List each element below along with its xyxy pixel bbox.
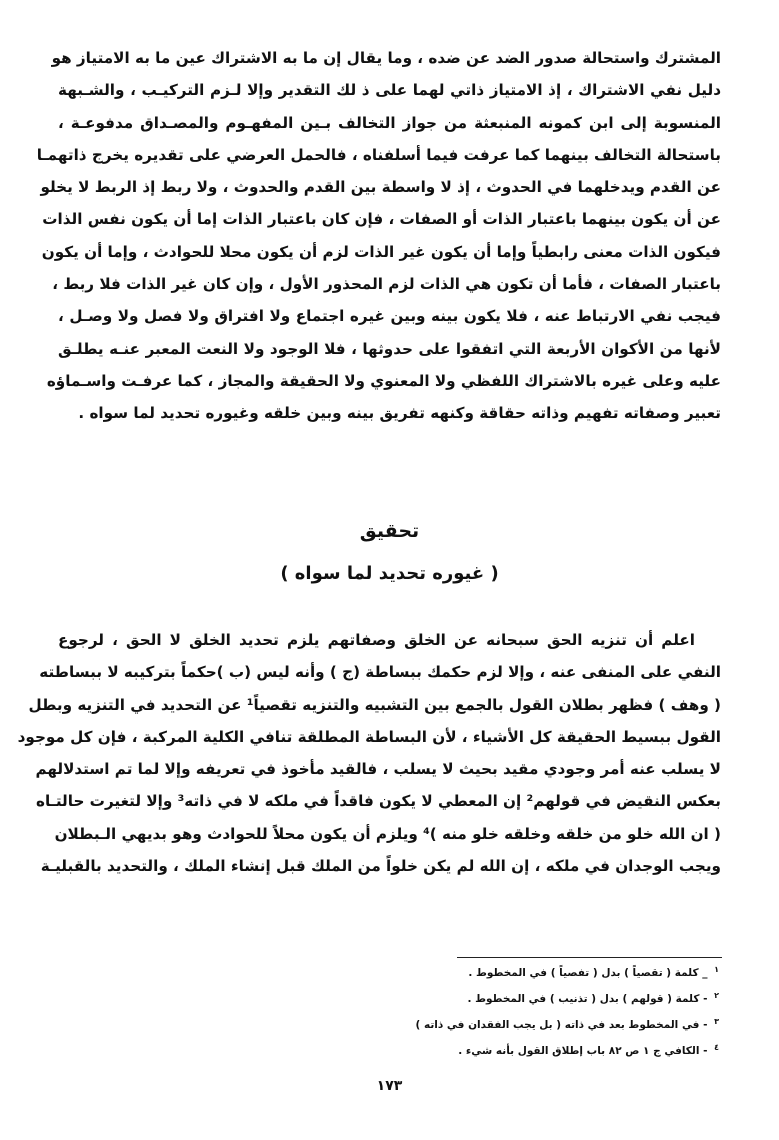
text-line: القول ببسيط الحقيقة كل الأشياء ، لأن البساطة المطلقة تنافي الكلية المركبة ، فإن كل موجود <box>17 727 721 746</box>
text-line: اعلم أن تنزيه الحق سبحانه عن الخلق وصفاتهم يلزم تحديد الخلق لا الحق ، لرجوع <box>58 631 695 649</box>
text-line: بعكس النقيض في قولهم² إن المعطي لا يكون فاقداً في ملكه لا في ذاته³ وإلا لتغيرت حالتـاه <box>35 792 721 811</box>
text-line: لا يسلب عنه أمر وجودي مقيد بحيث لا يسلب ، فالقيد مأخوذ في تعريفه وإلا لما تم استدلالهم <box>35 760 721 779</box>
section-subheading: ( غيوره تحديد لما سواه ) <box>280 563 499 584</box>
footnote-item <box>389 960 719 986</box>
text-line: باستحالة التخالف بينهما كما عرفت فيما أسلفناه ، فالحمل العرضي على تقديره يخرج ذاتهمـا <box>36 145 721 164</box>
footnotes <box>389 960 719 1064</box>
footnote-number: ٤ <box>714 1042 719 1052</box>
footnote-text: _ كلمة ( تقصياً ) بدل ( تفصياً ) في المخطوط . <box>468 967 708 979</box>
footnote-divider <box>457 957 722 958</box>
text-line: عليه وعلى غيره بالاشتراك اللفظي ولا المعنوي ولا الحقيقة والمجاز ، كما عرفـت واسـماؤه <box>46 371 721 390</box>
text-line: باعتبار الصفات ، فأما أن تكون هي الذات لزم المحذور الأول ، وإن كان غير الذات فلا ربط ، <box>52 275 721 294</box>
text-line: تعبير وصفاته تفهيم وذاته حقاقة وكنهه تفريق بينه وبين خلقه وغيوره تحديد لما سواه . <box>78 404 721 423</box>
text-line: عن أن يكون بينهما باعتبار الذات أو الصفات ، فإن كان باعتبار الذات إما أن يكون نفس الذات <box>42 210 721 229</box>
text-line: ( ان الله خلو من خلقه وخلقه خلو منه )⁴ ويلزم أن يكون محلاً للحوادث وهو بديهي الـبطلان <box>54 824 721 843</box>
footnote-text: - الكافي ج ١ ص ٨٢ باب إطلاق القول بأنه شيء . <box>458 1045 708 1057</box>
paragraph-1 <box>36 42 721 430</box>
text-line: ويجب الوجدان في ملكه ، إن الله لم يكن خلواً من الملك قبل إنشاء الملك ، والتحديد بالقبليـة <box>40 857 721 876</box>
footnote-item <box>389 1038 719 1064</box>
paragraph-2 <box>17 624 721 882</box>
text-line: فيكون الذات معنى رابطياً وإما أن يكون غير الذات لزم أن يكون محلا للحوادث ، وإما أن يكون <box>41 242 721 261</box>
footnote-number: ٣ <box>714 1016 719 1026</box>
text-line: دليل نفي الاشتراك ، إذ الامتياز ذاتي لهما على ذ لك التقدير وإلا لـزم التركيـب ، والشـبهة <box>58 81 721 100</box>
page-number: ١٧٣ <box>376 1078 403 1094</box>
footnote-number: ١ <box>714 964 719 974</box>
footnote-number: ٢ <box>714 990 719 1000</box>
text-line: النفي على المنفى عنه ، وإلا لزم حكمك ببساطة (ج ) وأنه ليس (ب )حكماً بتركيبه لا ببساطته <box>39 663 721 682</box>
section-heading: تحقيق <box>359 520 420 542</box>
text-line: لأنها من الأكوان الأربعة التي اتفقوا على حدوثها ، فلا الوجود ولا النعت المعبر عنـه يطلـق <box>58 339 721 358</box>
footnote-item <box>389 1012 719 1038</box>
text-line: المشترك واستحالة صدور الضد عن ضده ، وما يقال إن ما به الاشتراك عين ما به الامتياز هو <box>51 49 721 67</box>
text-line: المنسوبة إلى ابن كمونه المنبعثة من جواز التخالف بـين المفهـوم والمصـداق مدفوعـة ، <box>58 113 721 132</box>
footnote-item <box>389 986 719 1012</box>
text-line: فيجب نفي الارتباط عنه ، فلا يكون بينه وبين غيره اجتماع ولا افتراق ولا فصل ولا وصـل ، <box>58 307 721 326</box>
text-line: عن القدم ويدخلهما في الحدوث ، إذ لا واسطة بين القدم والحدوث ، ولا ربط إذ الربط لا يخلو <box>40 178 721 197</box>
text-line: ( وهف ) فظهر بطلان القول بالجمع بين التشبيه والتنزيه تقصياً¹ عن التحديد في التنزيه وبطل <box>28 695 721 714</box>
footnote-text: - في المخطوط بعد في ذاته ( بل يجب الفقدان في ذاته ) <box>415 1019 708 1031</box>
footnote-text: - كلمة ( قولهم ) بدل ( تذنيب ) في المخطوط . <box>467 993 708 1005</box>
